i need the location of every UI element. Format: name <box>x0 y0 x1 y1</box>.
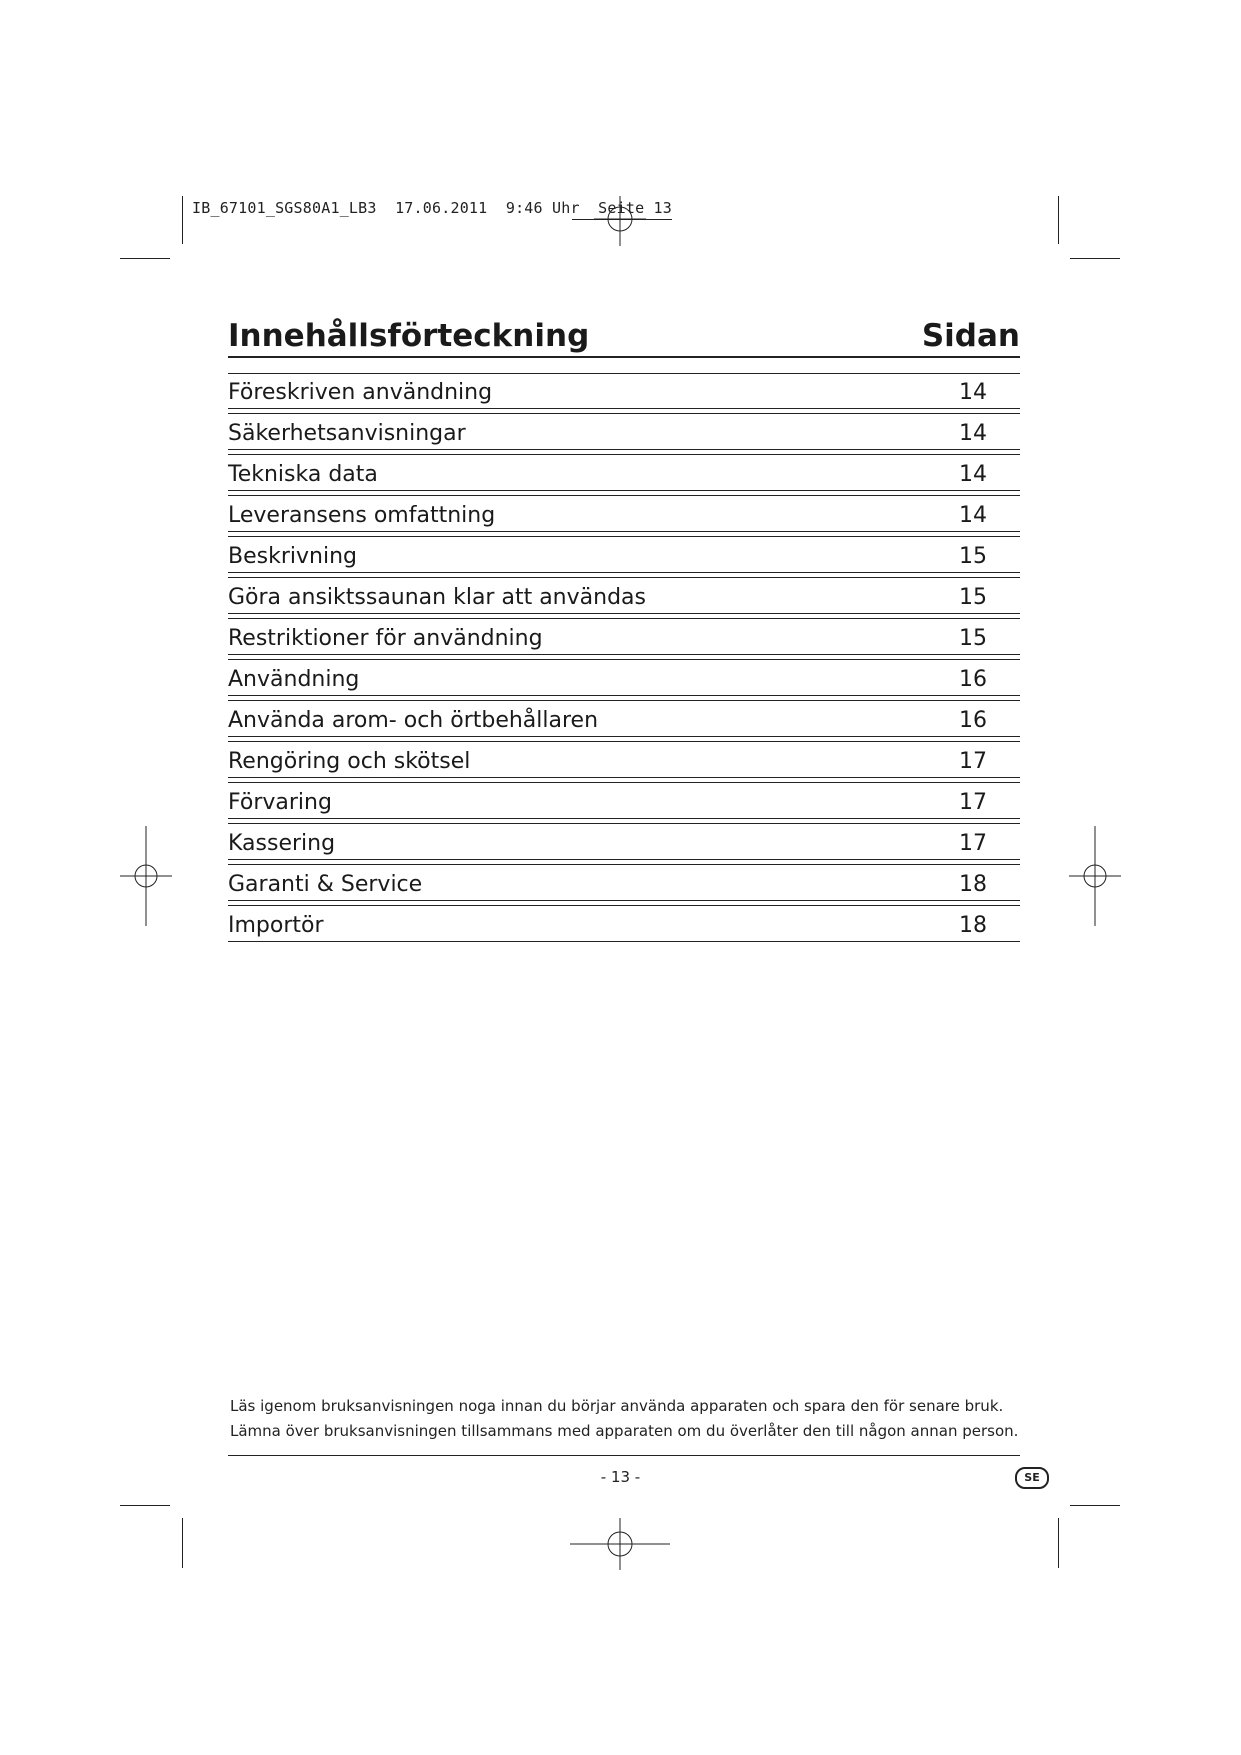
toc-entry[interactable] <box>228 415 1020 450</box>
toc-entry-label: Göra ansiktssaunan klar att användas <box>228 585 646 610</box>
toc-entry[interactable] <box>228 743 1020 778</box>
toc-entry-label: Föreskriven användning <box>228 380 493 405</box>
toc-entry[interactable] <box>228 538 1020 573</box>
toc-entry-page: 18 <box>959 872 987 897</box>
page-number: - 13 - <box>600 1468 641 1486</box>
toc-entry-page: 14 <box>959 421 987 446</box>
toc-header <box>228 312 1020 358</box>
toc-entry-page: 17 <box>959 831 987 856</box>
toc-entry-page: 14 <box>959 380 987 405</box>
crop-mark <box>1058 196 1059 244</box>
toc-entry[interactable] <box>228 620 1020 655</box>
toc-entry-label: Användning <box>228 667 360 692</box>
registration-mark-icon <box>570 1518 670 1570</box>
usage-note-line: Läs igenom bruksanvisningen noga innan du börjar använda apparaten och spara den för senare bruk. <box>230 1397 1004 1415</box>
toc-entry-page: 14 <box>959 462 987 487</box>
toc-entry[interactable] <box>228 456 1020 491</box>
toc-page-heading: Sidan <box>921 318 1020 354</box>
toc-entry[interactable] <box>228 497 1020 532</box>
toc-entry-label: Använda arom- och örtbehållaren <box>228 708 599 733</box>
toc-entry[interactable] <box>228 374 1020 409</box>
crop-mark <box>1070 258 1120 259</box>
toc-entry-page: 14 <box>959 503 987 528</box>
toc-entry[interactable] <box>228 866 1020 901</box>
crop-mark <box>120 1505 170 1506</box>
registration-mark-icon <box>118 826 174 926</box>
toc-list <box>228 373 1020 942</box>
toc-entry[interactable] <box>228 825 1020 860</box>
toc-entry-label: Rengöring och skötsel <box>228 749 471 774</box>
toc-entry-label: Restriktioner för användning <box>228 626 543 651</box>
toc-entry-page: 15 <box>959 544 987 569</box>
toc-entry-page: 17 <box>959 749 987 774</box>
table-of-contents <box>228 312 1020 948</box>
toc-entry-page: 16 <box>959 667 987 692</box>
print-slug: IB_67101_SGS80A1_LB3 17.06.2011 9:46 Uhr Seite 13 <box>192 199 672 217</box>
registration-mark-icon <box>594 196 646 246</box>
toc-entry-page: 15 <box>959 626 987 651</box>
crop-mark <box>182 1518 183 1568</box>
toc-entry-label: Kassering <box>228 831 336 856</box>
toc-entry-label: Förvaring <box>228 790 332 815</box>
toc-entry-label: Importör <box>228 913 324 938</box>
crop-mark <box>1070 1505 1120 1506</box>
toc-entry-label: Säkerhetsanvisningar <box>228 421 466 446</box>
toc-entry[interactable] <box>228 784 1020 819</box>
toc-entry[interactable] <box>228 702 1020 737</box>
toc-title: Innehållsförteckning <box>228 318 590 354</box>
toc-entry[interactable] <box>228 907 1020 942</box>
toc-entry-label: Beskrivning <box>228 544 357 569</box>
toc-entry-page: 16 <box>959 708 987 733</box>
crop-mark <box>182 196 183 244</box>
toc-entry-label: Tekniska data <box>228 462 378 487</box>
toc-entry-page: 15 <box>959 585 987 610</box>
language-badge: SE <box>1015 1467 1049 1489</box>
toc-entry-page: 18 <box>959 913 987 938</box>
toc-entry[interactable] <box>228 579 1020 614</box>
toc-entry-label: Garanti & Service <box>228 872 423 897</box>
toc-entry-page: 17 <box>959 790 987 815</box>
usage-note-line: Lämna över bruksanvisningen tillsammans med apparaten om du överlåter den till någon annan person. <box>230 1422 1019 1440</box>
footer-divider <box>228 1455 1020 1456</box>
toc-entry[interactable] <box>228 661 1020 696</box>
usage-note <box>230 1394 1018 1444</box>
crop-mark <box>1058 1518 1059 1568</box>
toc-entry-label: Leveransens omfattning <box>228 503 496 528</box>
crop-mark <box>120 258 170 259</box>
registration-mark-icon <box>1067 826 1123 926</box>
